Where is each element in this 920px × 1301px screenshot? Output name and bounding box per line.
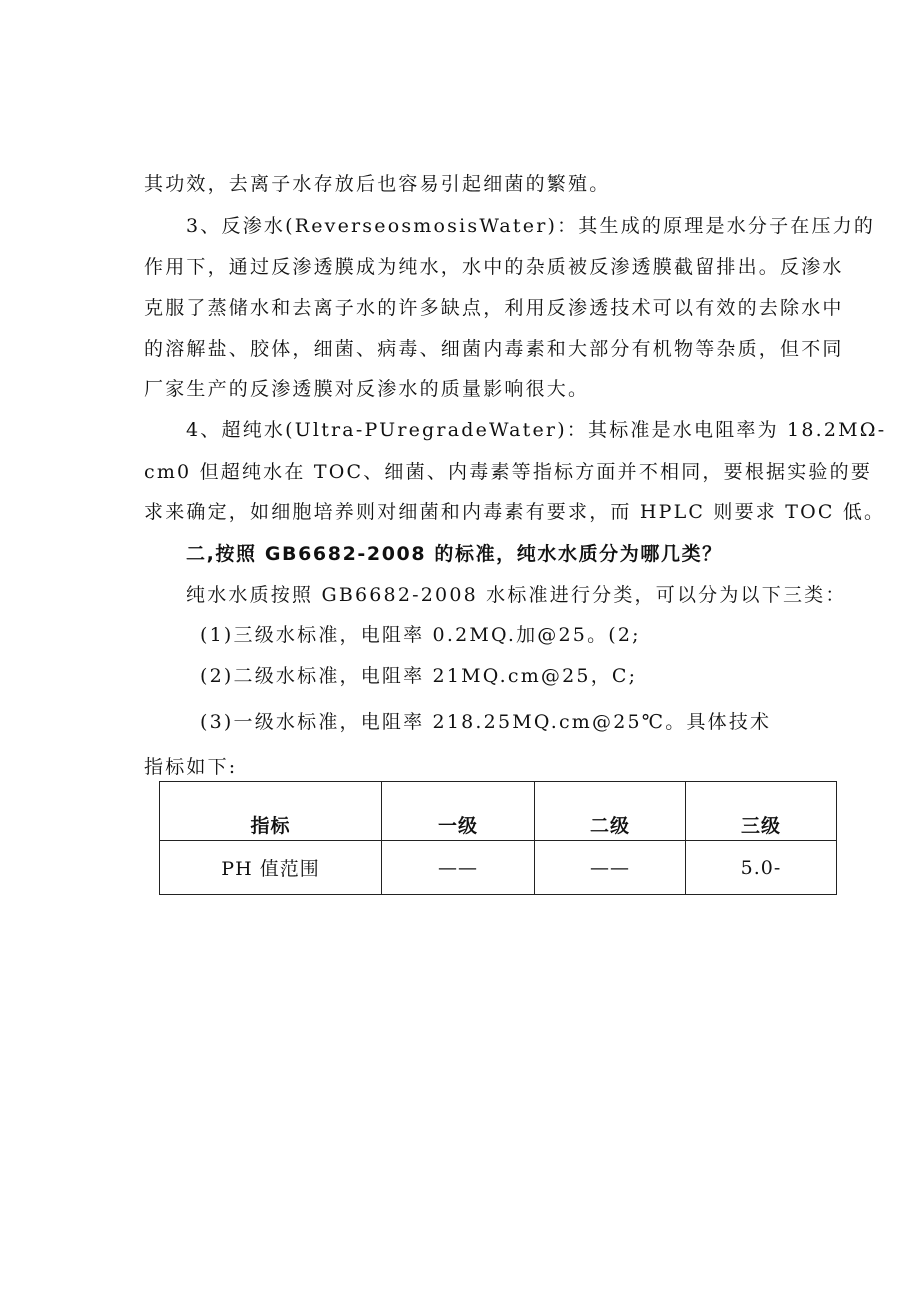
paragraph-line: 克服了蒸储水和去离子水的许多缺点，利用反渗透技术可以有效的去除水中 — [144, 297, 844, 319]
section-intro: 纯水水质按照 GB6682-2008 水标准进行分类，可以分为以下三类： — [186, 584, 847, 606]
table-cell: 5.0- — [686, 841, 837, 895]
table-cell: —— — [535, 841, 686, 895]
table-header-cell: 二级 — [535, 782, 686, 841]
list-item: (3)一级水标准，电阻率 218.25MQ.cm@25℃。具体技术 — [200, 711, 772, 733]
table-header-cell: 一级 — [382, 782, 535, 841]
list-item-continuation: 指标如下: — [144, 756, 238, 778]
section-heading: 二,按照 GB6682-2008 的标准，纯水水质分为哪几类？ — [186, 543, 723, 565]
list-item: (2)二级水标准，电阻率 21MQ.cm@25，C; — [200, 665, 638, 687]
paragraph-line: 的溶解盐、胶体，细菌、病毒、细菌内毒素和大部分有机物等杂质，但不同 — [144, 338, 844, 360]
table-header-cell: 三级 — [686, 782, 837, 841]
paragraph-line: 4、超纯水(Ultra-PUregradeWater)：其标准是水电阻率为 18.2MΩ- — [186, 419, 887, 441]
paragraph-line: 厂家生产的反渗透膜对反渗水的质量影响很大。 — [144, 378, 590, 400]
table-cell: PH 值范围 — [160, 841, 382, 895]
paragraph-line: cm0 但超纯水在 TOC、细菌、内毒素等指标方面并不相同，要根据实验的要 — [144, 461, 873, 483]
list-item: (1)三级水标准，电阻率 0.2MQ.加@25。(2; — [200, 624, 641, 646]
paragraph-line: 作用下，通过反渗透膜成为纯水，水中的杂质被反渗透膜截留排出。反渗水 — [144, 256, 844, 278]
table-header-cell: 指标 — [160, 782, 382, 841]
water-grade-table — [159, 781, 837, 895]
table-row — [160, 841, 837, 895]
paragraph-line: 求来确定，如细胞培养则对细菌和内毒素有要求，而 HPLC 则要求 TOC 低。 — [144, 501, 886, 523]
paragraph-line: 3、反渗水(ReverseosmosisWater)：其生成的原理是水分子在压力的 — [186, 215, 876, 237]
paragraph-line: 其功效，去离子水存放后也容易引起细菌的繁殖。 — [144, 173, 611, 195]
table-header-row — [160, 782, 837, 841]
table-cell: —— — [382, 841, 535, 895]
